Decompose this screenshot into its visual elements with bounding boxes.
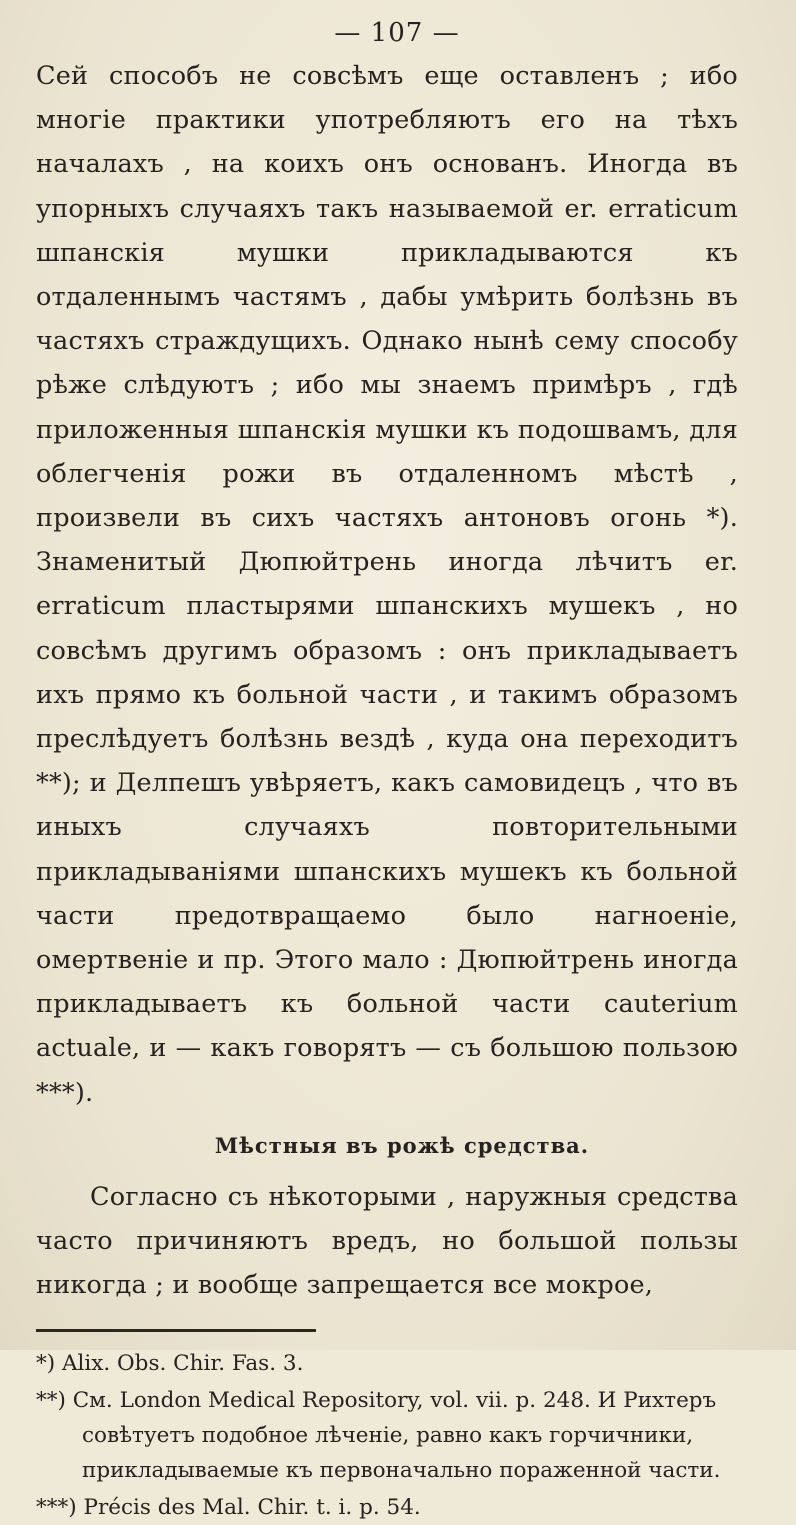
section-heading: Мѣстныя въ рожѣ средства. (214, 1132, 590, 1158)
main-text (36, 54, 738, 1307)
page-number: — 107 — (334, 18, 460, 48)
footnote (36, 1346, 738, 1381)
footnote-mark: ***) (36, 1495, 77, 1521)
paragraph: Согласно съ нѣкоторыми , наружныя средства часто причиняютъ вредъ, но большой пользы никогда ; и вообще запрещается все мокрое, (36, 1181, 738, 1301)
footnote-divider (36, 1329, 316, 1332)
footnote-mark: **) (36, 1388, 66, 1414)
paragraph: Сей способъ не совсѣмъ еще оставленъ ; ибо многіе практики употребляютъ его на тѣхъ началахъ , на коихъ онъ основанъ. Иногда въ упорныхъ случаяхъ такъ называемой er. erraticum шпанскія мушки прикладываются къ отдаленнымъ частямъ , дабы умѣрить болѣзнь въ частяхъ страждущихъ. Однако нынѣ сему способу рѣже слѣдуютъ ; ибо мы знаемъ примѣръ , гдѣ приложенныя шпанскія мушки къ подошвамъ, для облегченія рожи въ отдаленномъ мѣстѣ , произвели въ сихъ частяхъ антоновъ огонь *). Знаменитый Дюпюйтрень иногда лѣчитъ er. erraticum пластырями шпанскихъ мушекъ , но совсѣмъ другимъ образомъ : онъ прикладываетъ ихъ прямо къ больной части , и такимъ образомъ преслѣдуетъ болѣзнь вездѣ , куда она переходитъ **); и Делпешъ увѣряетъ, какъ самовидецъ , что въ иныхъ случаяхъ повторительными прикладываніями шпанскихъ мушекъ къ больной части предотвращаемо было нагноеніе, омертвеніе и пр. Этого мало : Дюпюйтрень иногда прикладываетъ къ больной части cauterium actuale, и — какъ говорятъ — съ большою пользою ***). (36, 61, 738, 1108)
footnotes (36, 1346, 738, 1525)
footnote (36, 1383, 738, 1488)
footnote (36, 1490, 738, 1525)
footnote-text: Alix. Obs. Chir. Fas. 3. (61, 1351, 304, 1377)
footnote-mark: *) (36, 1351, 56, 1377)
footnote-text: Précis des Mal. Chir. t. i. p. 54. (83, 1495, 421, 1521)
footnote-text: См. London Medical Repository, vol. vii. p. 248. И Рихтеръ совѣтуетъ подобное лѣченіе, равно какъ горчичники, прикладываемые къ первоначально пораженной части. (72, 1388, 721, 1484)
